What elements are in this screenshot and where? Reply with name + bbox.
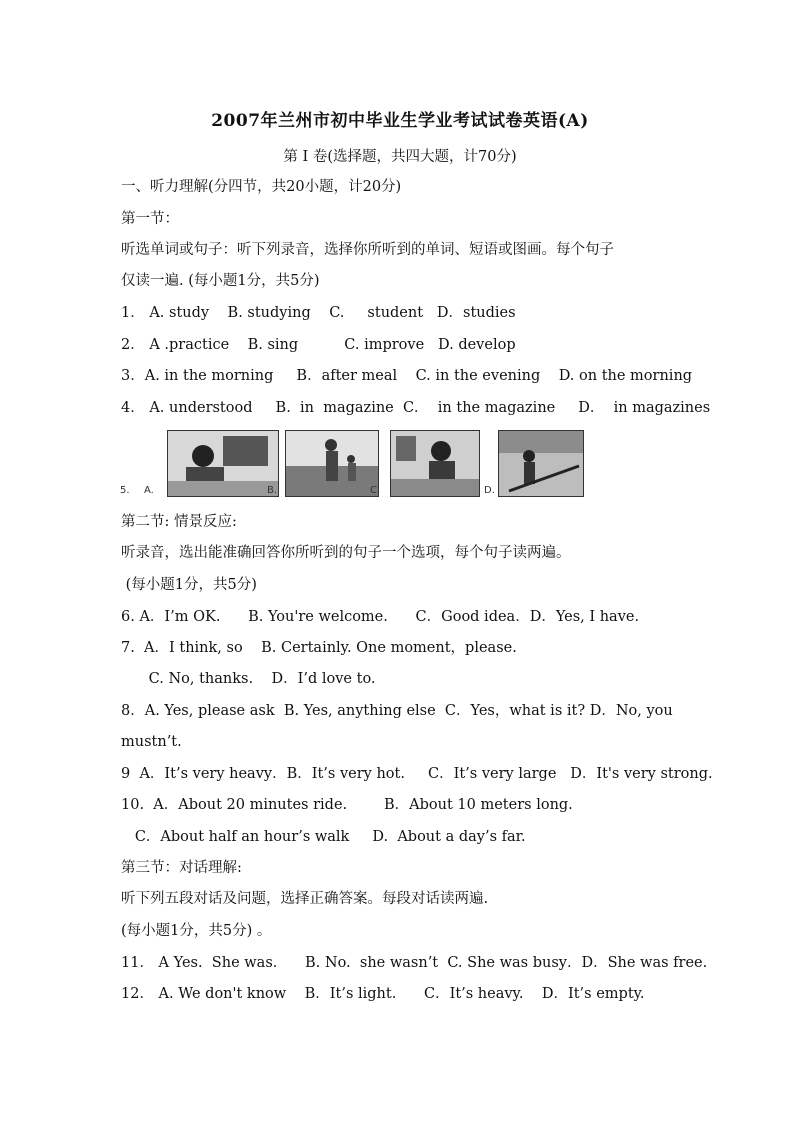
- part-one-heading: 第一节：: [121, 211, 179, 227]
- section-subtitle: 第 I 卷(选择题，共四大题，计70分): [283, 149, 517, 165]
- question-4: 4． A. understood B. in magazine C． in the magazine D． in magazines: [121, 400, 711, 416]
- instruction-line: (每小题1分，共5分) 。: [121, 923, 272, 939]
- question-7: 7. A．I think, so B. Certainly. One moment，please.: [121, 640, 517, 656]
- question-5-number: 5.: [120, 485, 130, 496]
- question-6: 6. A．I’m OK. B. You're welcome. C．Good idea．D．Yes, I have.: [121, 609, 640, 625]
- question-8-continued: mustn’t.: [121, 734, 182, 750]
- question-5-picture-row: [120, 430, 590, 500]
- question-9: 9 A．It’s very heavy．B．It’s very hot. C．It’s very large D．It's very strong.: [121, 766, 713, 782]
- question-8: 8．A. Yes, please ask B. Yes, anything else C．Yes，what is it? D．No, you: [121, 703, 673, 719]
- question-7-continued: C. No, thanks. D．I’d love to.: [121, 671, 376, 687]
- instruction-line: 仅读一遍. (每小题1分，共5分): [121, 273, 320, 289]
- picture-a-image: [167, 430, 279, 497]
- part-two-heading: 第二节: 情景反应:: [121, 514, 237, 530]
- question-12: 12． A. We don't know B．It’s light. C．It’s heavy. D．It’s empty.: [121, 986, 645, 1002]
- part-three-heading: 第三节：对话理解:: [121, 860, 242, 876]
- instruction-line: 听选单词或句子：听下列录音，选择你所听到的单词、短语或图画。每个句子: [121, 242, 614, 258]
- picture-d-label: D.: [484, 485, 495, 496]
- picture-c-label: C.: [370, 485, 381, 496]
- instruction-line: 听下列五段对话及问题，选择正确答案。每段对话读两遍.: [121, 891, 489, 907]
- picture-b-label: B.: [267, 485, 278, 496]
- question-2: 2． A .practice B. sing C. improve D. develop: [121, 337, 516, 353]
- exam-title: 2007年兰州市初中毕业生学业考试试卷英语(A): [211, 111, 589, 131]
- instruction-line: (每小题1分，共5分): [121, 577, 257, 593]
- question-10: 10. A．About 20 minutes ride. B．About 10 meters long.: [121, 797, 573, 813]
- question-1: 1． A. study B. studying C. student D．studies: [121, 305, 516, 321]
- question-10-continued: C．About half an hour’s walk D. About a day’s far.: [121, 829, 526, 845]
- picture-b-image: [285, 430, 379, 497]
- picture-c-image: [390, 430, 480, 497]
- question-3: 3．A. in the morning B．after meal C. in the evening D. on the morning: [121, 368, 693, 384]
- picture-d-image: [498, 430, 584, 497]
- section-heading-listening: 一、听力理解(分四节，共20小题，计20分): [121, 179, 402, 195]
- question-11: 11． A Yes. She was. B. No. she wasn’t C. She was busy．D．She was free.: [121, 955, 708, 971]
- picture-a-label: A.: [144, 485, 154, 496]
- instruction-line: 听录音，选出能准确回答你所听到的句子一个选项，每个句子读两遍。: [121, 545, 571, 561]
